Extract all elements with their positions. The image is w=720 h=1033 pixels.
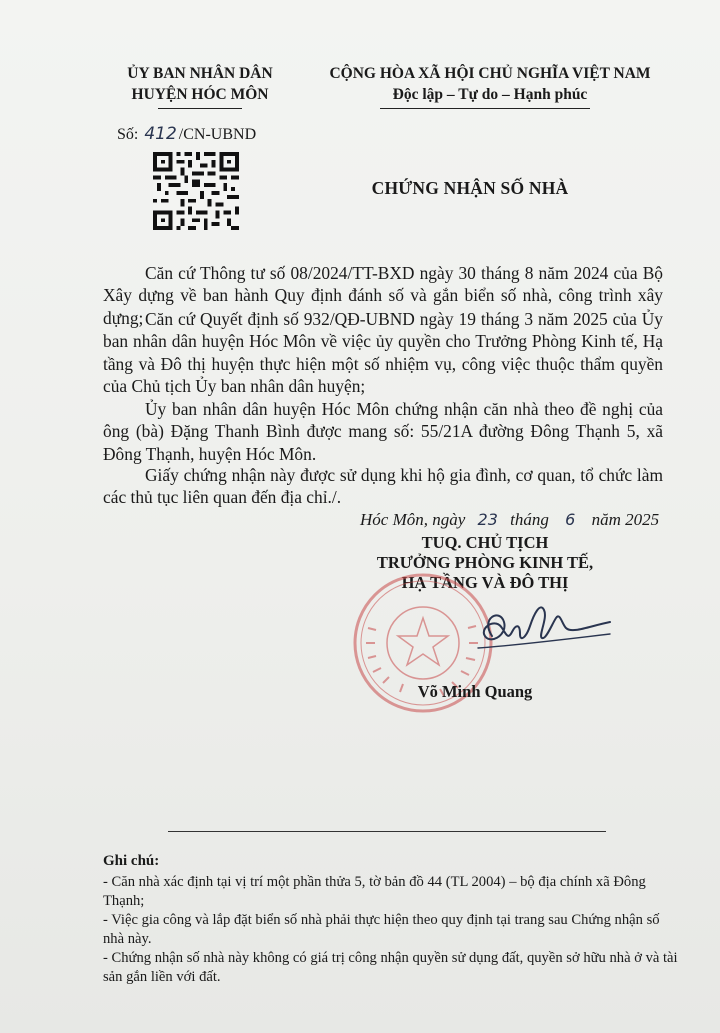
doc-number-prefix: Số: xyxy=(117,126,139,143)
paragraph-legal-basis-1: Căn cứ Thông tư số 08/2024/TT-BXD ngày 30 tháng 8 năm 2024 của Bộ Xây dựng về ban hành Quy định đánh số và gắn biển số nhà, công trình xây dựng; xyxy=(103,263,663,328)
date-day: 23 xyxy=(477,510,498,529)
authority-line-1: ỦY BAN NHÂN DÂN xyxy=(127,65,273,82)
country-name: CỘNG HÒA XÃ HỘI CHỦ NGHĨA VIỆT NAM xyxy=(329,65,651,82)
signer-title-3: HẠ TẦNG VÀ ĐÔ THỊ xyxy=(401,573,569,592)
signer-title-1: TUQ. CHỦ TỊCH xyxy=(421,533,549,552)
date-year: năm 2025 xyxy=(591,510,660,529)
note-item-1: - Căn nhà xác định tại vị trí một phần thửa 5, tờ bản đồ 44 (TL 2004) – bộ địa chính xã Đông Thạnh; xyxy=(103,874,646,909)
authority-line-2: HUYỆN HÓC MÔN xyxy=(131,86,269,103)
date-month-word: tháng xyxy=(510,510,549,529)
document-title: CHỨNG NHẬN SỐ NHÀ xyxy=(371,178,569,198)
signer-title-2: TRƯỞNG PHÒNG KINH TẾ, xyxy=(376,553,594,572)
issuing-authority xyxy=(95,63,305,105)
document-number xyxy=(117,124,256,144)
note-item-2: - Việc gia công và lắp đặt biển số nhà phải thực hiện theo quy định tại trang sau Chứng nhận số nhà này. xyxy=(103,912,660,947)
motto-underline xyxy=(380,108,590,109)
notes-label: Ghi chú: xyxy=(103,853,160,869)
doc-number-handwritten: 412 xyxy=(144,124,177,144)
note-item-3: - Chứng nhận số nhà này không có giá trị công nhận quyền sử dụng đất, quyền sở hữu nhà ở và tài sản gắn liền với đất. xyxy=(103,950,678,985)
motto: Độc lập – Tự do – Hạnh phúc xyxy=(392,86,588,103)
authority-underline xyxy=(158,108,242,109)
paragraph-legal-basis-2: Căn cứ Quyết định số 932/QĐ-UBND ngày 19 tháng 3 năm 2025 của Ủy ban nhân dân huyện Hóc Môn về việc ủy quyền cho Trưởng Phòng Kinh tế, Hạ tầng và Đô thị huyện thực hiện một số nhiệm vụ, công việc thuộc thẩm quyền của Chủ tịch Ủy ban nhân dân huyện; xyxy=(103,309,663,397)
doc-number-suffix: /CN-UBND xyxy=(178,126,257,143)
signer-name: Võ Minh Quang xyxy=(417,682,533,701)
national-motto xyxy=(325,63,655,105)
issue-date xyxy=(360,510,659,530)
date-month: 6 xyxy=(565,510,576,529)
paragraph-usage: Giấy chứng nhận này được sử dụng khi hộ gia đình, cơ quan, tổ chức làm các thủ tục liên quan đến địa chỉ./. xyxy=(103,465,663,508)
date-prefix: Hóc Môn, ngày xyxy=(360,510,466,529)
notes-separator xyxy=(168,831,606,832)
handwritten-signature xyxy=(470,588,620,660)
paragraph-certification: Ủy ban nhân dân huyện Hóc Môn chứng nhận căn nhà theo đề nghị của ông (bà) Đặng Thanh Bình được mang số: 55/21A đường Đông Thạnh 5, xã Đông Thạnh, huyện Hóc Môn. xyxy=(103,399,663,464)
qr-code-icon xyxy=(152,152,240,230)
